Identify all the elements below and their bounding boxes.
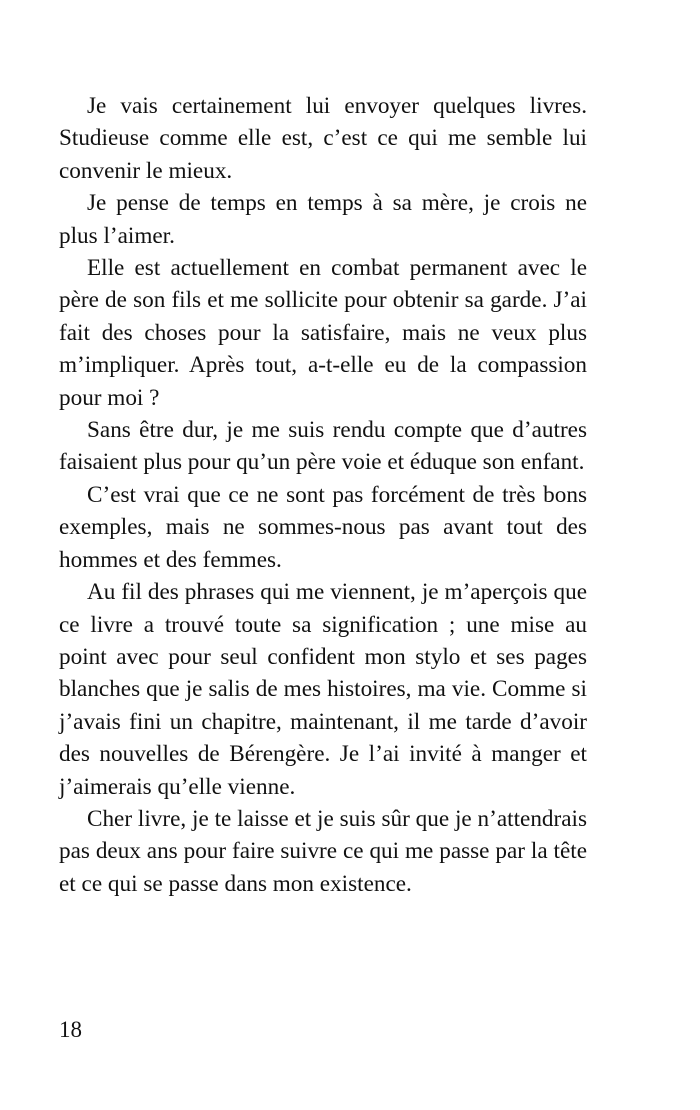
page-number: 18 bbox=[59, 1017, 82, 1042]
paragraph: Je pense de temps en temps à sa mère, je crois ne plus l’aimer. bbox=[59, 190, 587, 249]
page-body-text bbox=[59, 90, 587, 900]
paragraph: Au fil des phrases qui me viennent, je m’aperçois que ce livre a trouvé toute sa signification ; une mise au point avec pour seul confident mon stylo et ses pages blanches que je salis de mes histoires, ma vie. Comme si j’avais fini un chapitre, maintenant, il me tarde d’avoir des nouvelles de Bérengère. Je l’ai invité à manger et j’aimerais qu’elle vienne. bbox=[59, 579, 587, 800]
paragraph: Je vais certainement lui envoyer quelques livres. Studieuse comme elle est, c’est ce qui me semble lui convenir le mieux. bbox=[59, 93, 587, 184]
paragraph: Elle est actuellement en combat permanent avec le père de son fils et me sollicite pour obtenir sa garde. J’ai fait des choses pour la satisfaire, mais ne veux plus m’impliquer. Après tout, a-t-elle eu de la compassion pour moi ? bbox=[59, 255, 587, 411]
paragraph: C’est vrai que ce ne sont pas forcément de très bons exemples, mais ne sommes-nous pas avant tout des hommes et des femmes. bbox=[59, 481, 587, 573]
paragraph: Cher livre, je te laisse et je suis sûr que je n’attendrais pas deux ans pour faire suivre ce qui me passe par la tête et ce qui se passe dans mon existence. bbox=[59, 805, 587, 897]
paragraph: Sans être dur, je me suis rendu compte que d’autres faisaient plus pour qu’un père voie et éduque son enfant. bbox=[59, 417, 587, 476]
